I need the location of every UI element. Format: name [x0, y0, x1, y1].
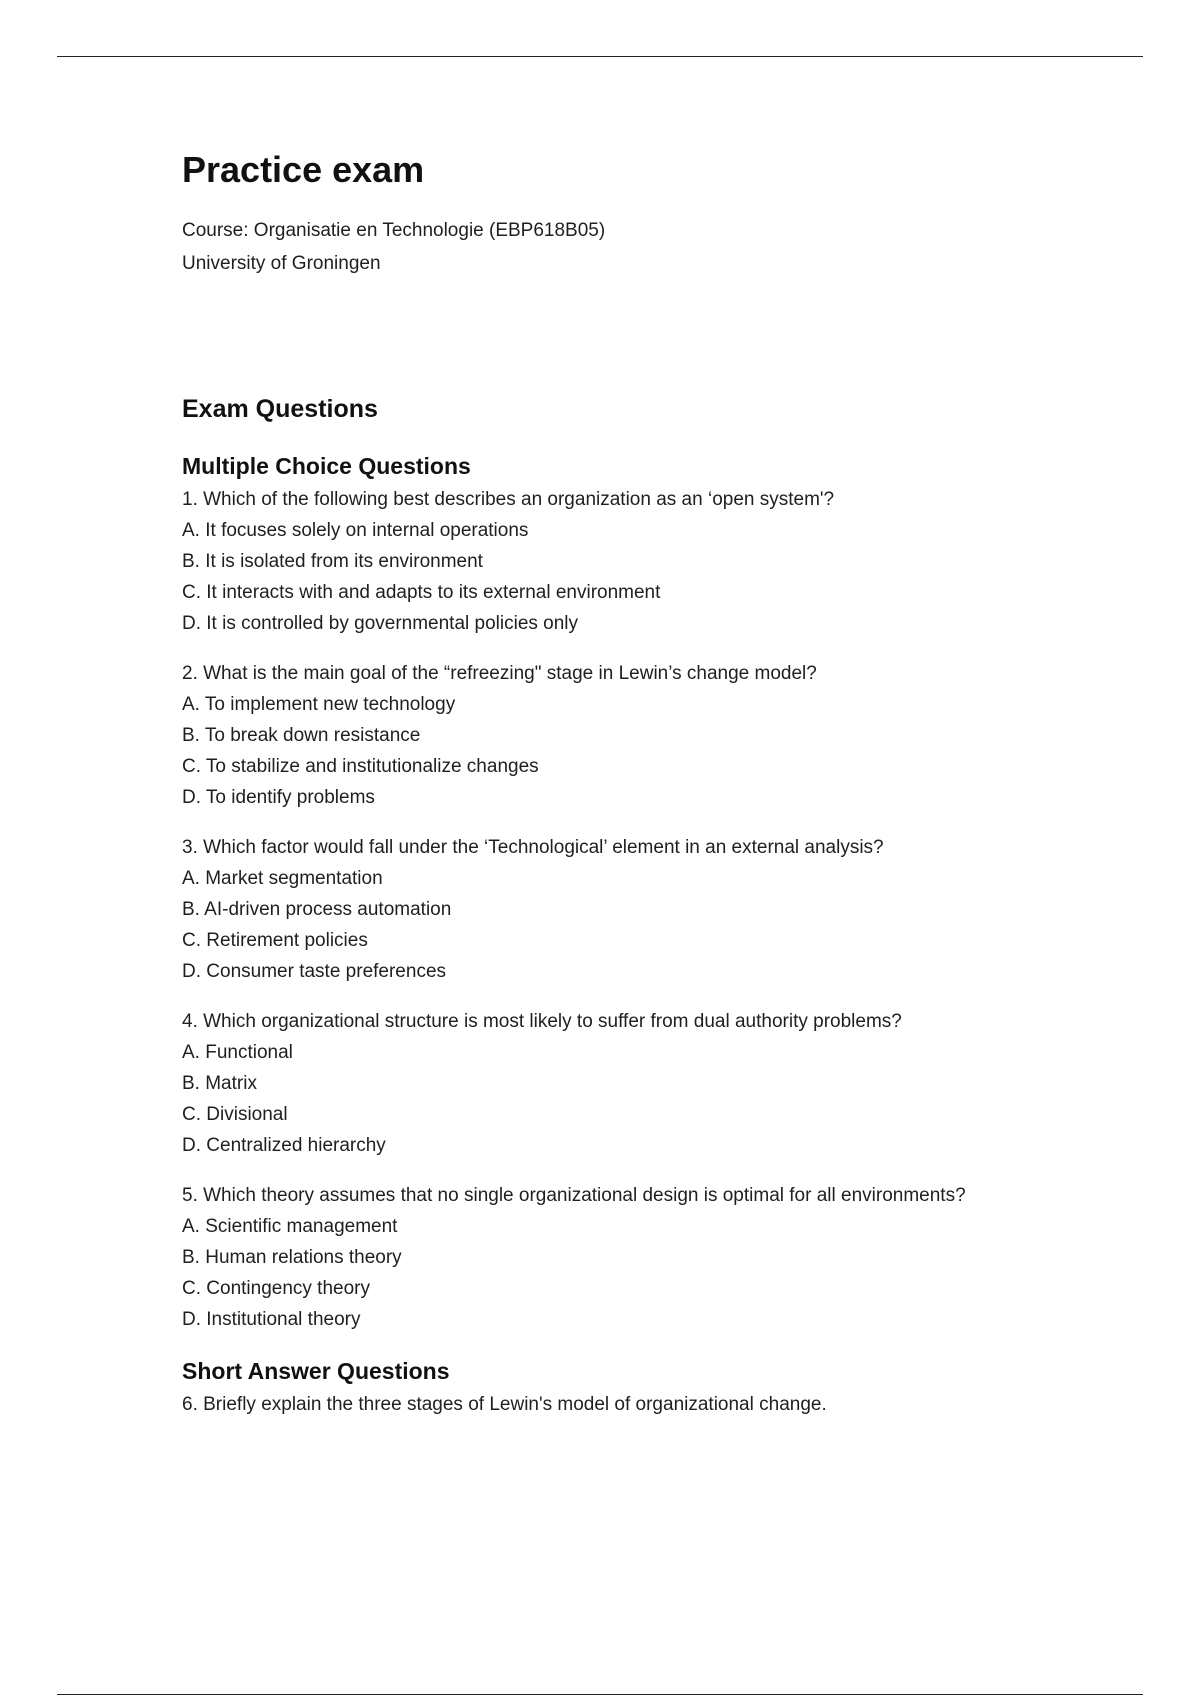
footer-rule — [57, 1694, 1143, 1695]
question-text: 3. Which factor would fall under the ‘Technological’ element in an external analysis? — [182, 837, 884, 858]
course-line: Course: Organisatie en Technologie (EBP618B05) — [182, 220, 606, 241]
option-c: C. To stabilize and institutionalize changes — [182, 756, 539, 777]
option-c: C. Divisional — [182, 1104, 288, 1125]
option-a: A. Market segmentation — [182, 868, 383, 889]
exam-questions-heading: Exam Questions — [182, 395, 378, 423]
option-c: C. Retirement policies — [182, 930, 368, 951]
question-text: 2. What is the main goal of the “refreezing" stage in Lewin’s change model? — [182, 663, 817, 684]
university-line: University of Groningen — [182, 253, 381, 274]
question-3 — [182, 832, 1082, 987]
option-b: B. It is isolated from its environment — [182, 551, 483, 572]
option-c: C. It interacts with and adapts to its external environment — [182, 582, 661, 603]
header-rule — [57, 56, 1143, 57]
question-5 — [182, 1180, 1082, 1335]
question-2 — [182, 658, 1082, 813]
document-body — [182, 146, 1082, 1420]
short-answer-heading: Short Answer Questions — [182, 1358, 450, 1384]
option-a: A. Scientific management — [182, 1216, 398, 1237]
option-a: A. Functional — [182, 1042, 293, 1063]
option-c: C. Contingency theory — [182, 1278, 370, 1299]
question-text: 6. Briefly explain the three stages of Lewin's model of organizational change. — [182, 1394, 827, 1415]
question-text: 5. Which theory assumes that no single organizational design is optimal for all environments? — [182, 1185, 966, 1206]
option-d: D. To identify problems — [182, 787, 375, 808]
document-title: Practice exam — [182, 149, 425, 190]
option-d: D. Centralized hierarchy — [182, 1135, 386, 1156]
option-d: D. Consumer taste preferences — [182, 961, 447, 982]
mcq-heading: Multiple Choice Questions — [182, 453, 471, 479]
option-b: B. Human relations theory — [182, 1247, 402, 1268]
option-b: B. To break down resistance — [182, 725, 421, 746]
option-b: B. AI-driven process automation — [182, 899, 452, 920]
question-4 — [182, 1006, 1082, 1161]
question-1 — [182, 484, 1082, 639]
question-text: 4. Which organizational structure is most likely to suffer from dual authority problems? — [182, 1011, 902, 1032]
option-d: D. It is controlled by governmental policies only — [182, 613, 579, 634]
option-a: A. It focuses solely on internal operations — [182, 520, 529, 541]
document-meta — [182, 214, 1082, 280]
question-text: 1. Which of the following best describes an organization as an ‘open system'? — [182, 489, 835, 510]
option-a: A. To implement new technology — [182, 694, 456, 715]
option-d: D. Institutional theory — [182, 1309, 361, 1330]
option-b: B. Matrix — [182, 1073, 257, 1094]
short-question-6 — [182, 1389, 1082, 1420]
